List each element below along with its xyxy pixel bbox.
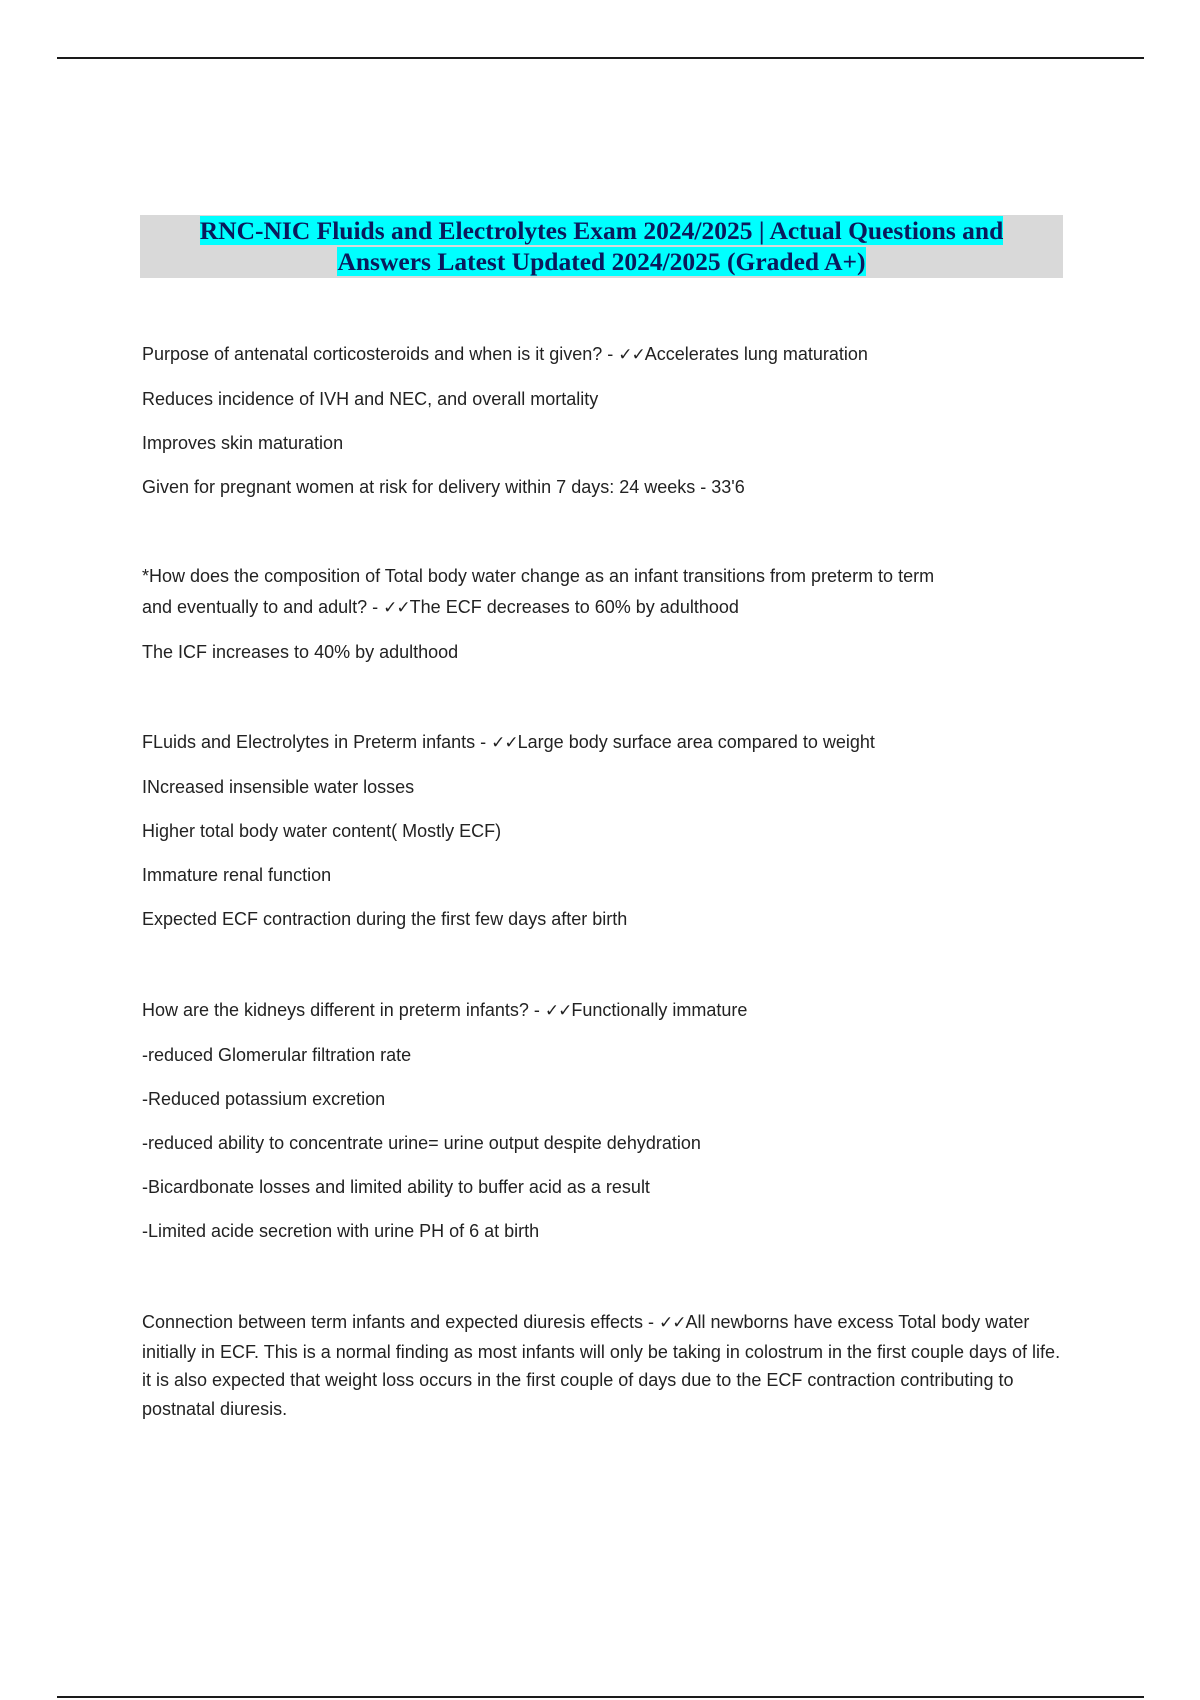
answer-line: -reduced ability to concentrate urine= urine output despite dehydration (142, 1133, 701, 1153)
answer-line: -Reduced potassium excretion (142, 1089, 386, 1109)
title-line-2: Answers Latest Updated 2024/2025 (Graded A+) (337, 247, 866, 276)
answer-line: INcreased insensible water losses (142, 777, 415, 797)
answer-text: Large body surface area compared to weight (517, 732, 875, 752)
double-check-icon: ✓✓ (544, 1001, 572, 1021)
double-check-icon: ✓✓ (383, 598, 410, 618)
top-rule (57, 57, 1144, 59)
title-line-1: RNC-NIC Fluids and Electrolytes Exam 2024/2025 | Actual Questions and (199, 216, 1004, 245)
answer-line: Immature renal function (142, 865, 332, 885)
qa-item-5 (142, 1308, 1072, 1423)
qa-item-4 (142, 997, 1072, 1244)
answer-line: Expected ECF contraction during the first few days after birth (142, 909, 628, 929)
answer-line: -reduced Glomerular filtration rate (142, 1045, 412, 1065)
qa-item-1 (142, 341, 1072, 500)
question-text: How are the kidneys different in preterm infants? - (142, 1000, 545, 1020)
answer-text: Accelerates lung maturation (644, 344, 868, 364)
answer-line: Given for pregnant women at risk for delivery within 7 days: 24 weeks - 33'6 (142, 477, 745, 497)
question-text: FLuids and Electrolytes in Preterm infants - (142, 732, 492, 752)
answer-line: Reduces incidence of IVH and NEC, and overall mortality (142, 389, 599, 409)
question-text: Connection between term infants and expected diuresis effects - (142, 1312, 659, 1332)
answer-text: All newborns have excess Total body water initially in ECF. This is a normal finding as most infants will only be taking in colostrum in the first couple days of life. it is also expected that weight loss occurs in the first couple of days due to the ECF contraction contributing to postnatal diuresis. (142, 1312, 1061, 1419)
double-check-icon: ✓✓ (618, 345, 645, 365)
double-check-icon: ✓✓ (658, 1313, 686, 1333)
bottom-rule (57, 1696, 1144, 1698)
document-title (140, 215, 1063, 278)
answer-line: The ICF increases to 40% by adulthood (142, 642, 459, 662)
answer-line: -Bicardbonate losses and limited ability to buffer acid as a result (142, 1177, 650, 1197)
question-text: *How does the composition of Total body water change as an infant transitions from preterm to term (142, 566, 935, 586)
qa-item-3 (142, 729, 1072, 932)
answer-line: Higher total body water content( Mostly ECF) (142, 821, 502, 841)
answer-text: The ECF decreases to 60% by adulthood (409, 597, 739, 617)
question-text: Purpose of antenatal corticosteroids and when is it given? - (142, 344, 619, 364)
question-text: and eventually to and adult? - (142, 597, 384, 617)
answer-text: Functionally immature (571, 1000, 748, 1020)
answer-line: -Limited acide secretion with urine PH of 6 at birth (142, 1221, 540, 1241)
qa-item-2 (142, 563, 1072, 665)
double-check-icon: ✓✓ (491, 733, 518, 753)
answer-line: Improves skin maturation (142, 433, 344, 453)
